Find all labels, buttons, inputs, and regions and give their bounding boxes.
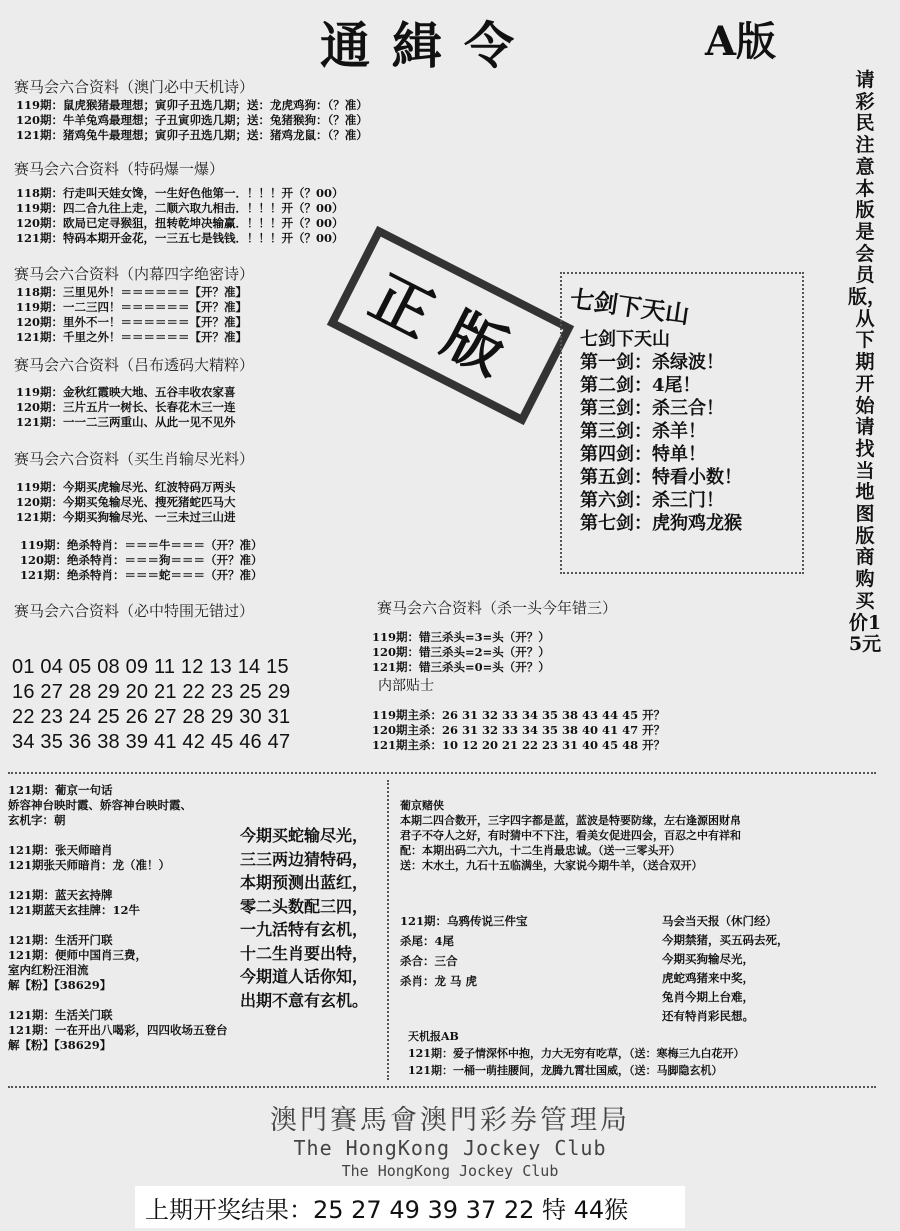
text-line: 第三剑：杀羊！ — [580, 421, 706, 442]
text-line: 今期禁猪，买五码去死， — [662, 933, 789, 947]
text-line: 出期不意有玄机。 — [240, 990, 369, 1010]
text-line: 120期：牛羊兔鸡最理想；子丑寅卯选几期；送：兔猪猴狗：（？准） — [16, 113, 368, 127]
text-line: 第七剑：虎狗鸡龙猴 — [580, 513, 742, 534]
lvbu-lines — [16, 385, 236, 430]
section-header-lvbu: 赛马会六合资料（吕布透码大精粹） — [14, 356, 255, 374]
text-line: 119期：金秋红霞映大地、五谷丰收农家喜 — [16, 385, 236, 399]
text-line: 121期：张天师暗肖 — [8, 843, 113, 857]
text-line: 120期：里外不一！＝＝＝＝＝＝【开？准】 — [16, 315, 248, 329]
text-line: 120期：欧局已定寻猴狙，扭转乾坤决输赢．！！！开（？00） — [16, 216, 344, 230]
text-line: 配：本期出码二六九，十二生肖最忠诚。（送一三零头开） — [400, 844, 681, 857]
text-line: 119期：错三杀头=3=头（开？） — [372, 630, 550, 644]
text-line: 121期：爱子情深怀中抱，力大无穷有吃草，（送：寒梅三九白花开） — [408, 1047, 745, 1060]
text-line: 第五剑：特看小数！ — [580, 467, 742, 488]
text-line: 120期：今期买兔输尽光、搜死猪蛇匹马大 — [16, 495, 236, 509]
side-notice: 请彩民注意本版是会员版，从下期开始请找当地图版商购买价15元 — [848, 69, 887, 656]
footer-english-subtitle: The HongKong Jockey Club — [341, 1162, 559, 1180]
text-line: 第六剑：杀三门！ — [580, 490, 724, 511]
edition-label: A版 — [705, 18, 777, 65]
text-line: 121期张天师暗肖：龙（准！） — [8, 858, 171, 872]
text-line: 121期蓝天玄挂牌：12牛 — [8, 903, 141, 917]
seven-swords-title: 七剑下天山 — [568, 283, 692, 330]
text-line: 119期：绝杀特肖：＝＝＝牛＝＝＝（开？准） — [20, 538, 263, 552]
text-line: 杀合：三合 — [400, 954, 458, 968]
text-line: 三三两边猜特码， — [240, 849, 369, 869]
text-line: 121期：乌鸦传说三件宝 — [400, 914, 528, 928]
text-line: 121期：今期买狗输尽光、一三未过三山进 — [16, 510, 236, 524]
text-line: 121期：绝杀特肖：＝＝＝蛇＝＝＝（开？准） — [20, 568, 263, 582]
text-line: 121期：猪鸡兔牛最理想；寅卯子丑选几期；送：猪鸡龙鼠：（？准） — [16, 128, 368, 142]
text-line: 虎蛇鸡猪来中奖， — [662, 971, 754, 985]
text-line: 119期：今期买虎输尽光、红波特码万两头 — [16, 480, 236, 494]
text-line: 121期：错三杀头=0=头（开？） — [372, 660, 550, 674]
number-row: 16 27 28 29 20 21 22 23 25 29 — [12, 681, 291, 703]
text-line: 今期道人话你知， — [240, 967, 369, 986]
text-line: 118期：行走叫天娃女馋，一生好色他第一．！！！开（？00） — [16, 186, 344, 200]
text-line: 119期：鼠虎猴猪最理想；寅卯子丑选几期；送：龙虎鸡狗：（？准） — [16, 98, 368, 112]
number-row: 22 23 24 25 26 27 28 29 30 31 — [12, 706, 291, 728]
section-header-four-char-poem: 赛马会六合资料（内幕四字绝密诗） — [14, 265, 255, 283]
text-line: 121期：千里之外！＝＝＝＝＝＝【开？准】 — [16, 330, 248, 344]
inside-tips-label: 内部贴士 — [378, 678, 434, 694]
text-line: 第四剑：特单！ — [580, 444, 706, 465]
text-line: 娇容神台映时霞、娇容神台映时霞、 — [8, 798, 192, 812]
section-header-kill-head: 赛马会六合资料（杀一头今年错三） — [377, 599, 618, 617]
text-line: 玄机字：朝 — [8, 813, 66, 827]
text-line: 本期二四合数开，三字四字都是蓝，蓝波是特要防缘，左右逢源困财帛 — [400, 814, 741, 827]
divider — [8, 772, 876, 774]
text-line: 121期：生活开门联 — [8, 933, 113, 947]
masthead-title: 通緝令 — [320, 16, 536, 75]
text-line: 120期主杀：26 31 32 33 34 35 38 40 41 47 开？ — [372, 723, 666, 737]
text-line: 第二剑：4尾！ — [580, 375, 701, 396]
text-line: 七剑下天山 — [580, 329, 670, 350]
text-line: 一九活特有玄机， — [240, 920, 369, 939]
text-line: 121期：蓝天玄持牌 — [8, 888, 113, 902]
text-line: 120期：三片五片一树长、长春花木三一连 — [16, 400, 236, 414]
text-line: 121期：便师中国肖三费， — [8, 948, 148, 962]
zodiac-lines — [16, 480, 236, 525]
text-line: 121期：特码本期开金花，一三五七是钱钱．！！！开（？00） — [16, 231, 344, 245]
text-line: 120期：错三杀头=2=头（开？） — [372, 645, 550, 659]
text-line: 杀肖：龙 马 虎 — [400, 974, 478, 988]
text-line: 还有特肖彩民想。 — [662, 1009, 754, 1023]
text-line: 第一剑：杀绿波！ — [580, 352, 724, 373]
text-line: 118期：三里见外！＝＝＝＝＝＝【开？准】 — [16, 285, 248, 299]
text-line: 121期：葡京一句话 — [8, 783, 113, 797]
text-line: 杀尾：4尾 — [400, 934, 455, 948]
number-grid — [12, 655, 290, 755]
text-line: 119期：一二三四！＝＝＝＝＝＝【开？准】 — [16, 300, 248, 314]
footer-english-title: The HongKong Jockey Club — [293, 1136, 607, 1160]
section-header-special-code: 赛马会六合资料（特码爆一爆） — [14, 160, 225, 178]
block-title: 葡京赌侠 — [400, 799, 444, 812]
text-line: 121期：一在开出八喝彩，四四收场五登台 — [8, 1023, 228, 1037]
text-line: 解【粉】【38629】 — [8, 1038, 112, 1052]
text-line: 121期主杀：10 12 20 21 22 23 31 40 45 48 开？ — [372, 738, 666, 752]
text-line: 今期买蛇输尽光， — [240, 826, 369, 845]
block-title: 天机报AB — [408, 1030, 459, 1043]
main-kill-lines — [372, 708, 665, 753]
horse-news-block — [662, 912, 789, 1026]
text-line: 119期：四二合九往上走，二顺六取九相击．！！！开（？00） — [16, 201, 344, 215]
text-line: 120期：绝杀特肖：＝＝＝狗＝＝＝（开？准） — [20, 553, 263, 567]
text-line: 119期主杀：26 31 32 33 34 35 38 43 44 45 开？ — [372, 708, 666, 722]
text-line: 零二头数配三四， — [240, 896, 369, 916]
kill-head-lines — [372, 630, 550, 675]
tianji-ab-block — [408, 1028, 744, 1079]
section-header-special-range: 赛马会六合资料（必中特围无错过） — [14, 602, 255, 620]
footer-organization: 澳門賽馬會澳門彩券管理局 — [270, 1105, 630, 1136]
section-header-tianji-poem: 赛马会六合资料（澳门必中天机诗） — [14, 78, 255, 96]
text-line — [8, 828, 228, 843]
text-line: 121期：一桶一萌挂腰间，龙腾九霄壮国威，（送：马脚隐玄机） — [408, 1064, 723, 1077]
authentic-stamp: 正版 — [327, 226, 574, 425]
bottom-left-block — [8, 783, 228, 1053]
text-line: 第三剑：杀三合！ — [580, 398, 724, 419]
four-char-poem-lines — [16, 285, 247, 345]
text-line: 121期：一一二三两重山、从此一见不见外 — [16, 415, 236, 429]
text-line — [8, 993, 228, 1008]
text-line — [8, 918, 228, 933]
seven-swords-list — [580, 328, 742, 535]
poem-block — [240, 824, 368, 1012]
text-line: 兔肖今期上台难， — [662, 990, 754, 1004]
gamble-hero-block — [400, 798, 741, 873]
text-line: 十二生肖要出特， — [240, 943, 369, 963]
text-line: 解【粉】【38629】 — [8, 978, 112, 992]
text-line: 本期预测出蓝红， — [240, 873, 369, 892]
kill-zodiac-lines — [20, 538, 263, 583]
text-line — [8, 873, 228, 888]
crow-block — [400, 912, 528, 992]
number-row: 34 35 36 38 39 41 42 45 46 47 — [12, 731, 291, 753]
number-row: 01 04 05 08 09 11 12 13 14 15 — [12, 656, 289, 678]
last-draw-result: 上期开奖结果：25 27 49 39 37 22 特 44猴 — [145, 1196, 629, 1224]
text-line: 马会当天报（休门经） — [662, 914, 777, 928]
text-line: 今期买狗输尽光， — [662, 952, 754, 966]
special-code-lines — [16, 186, 344, 246]
text-line: 送：木水土，九石十五临满坐，大家说今期牛羊，（送合双开） — [400, 859, 703, 872]
divider — [387, 780, 389, 1080]
text-line: 君子不夺人之好，有时猜中不下注，看美女促进四会，百忍之中有祥和 — [400, 829, 741, 842]
text-line: 121期：生活关门联 — [8, 1008, 113, 1022]
text-line: 室内红粉汪泪流 — [8, 963, 89, 977]
section-header-zodiac: 赛马会六合资料（买生肖输尽光料） — [14, 450, 255, 468]
divider — [8, 1086, 876, 1088]
tianji-poem-lines — [16, 98, 368, 143]
